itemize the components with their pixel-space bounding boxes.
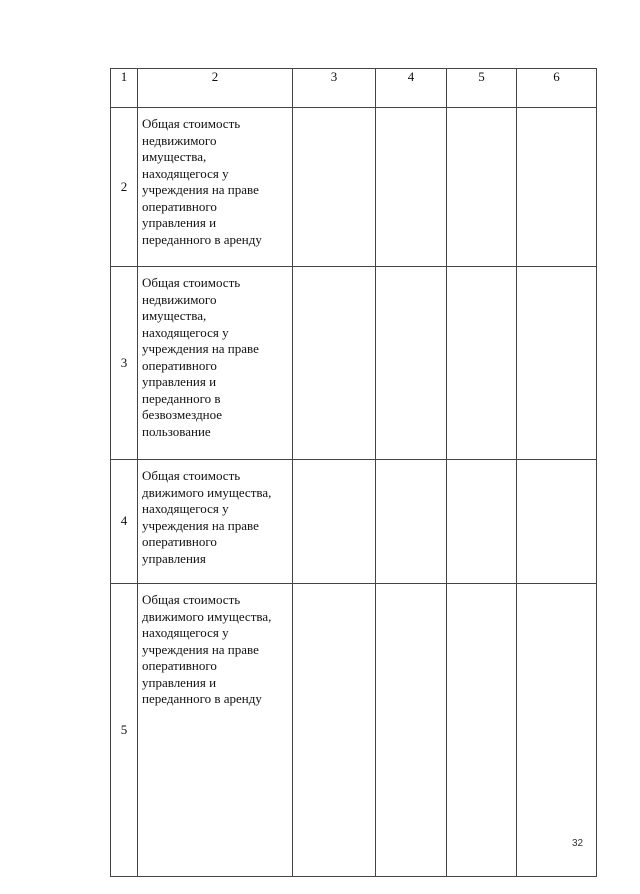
page-number: 32 [572, 838, 584, 849]
row-description-text: Общая стоимость движимого имущества, находящегося у учреждения на праве оперативного управления [142, 468, 272, 566]
empty-cell [293, 460, 376, 584]
empty-cell [376, 460, 447, 584]
property-value-table [110, 68, 597, 877]
header-cell-5: 5 [447, 69, 517, 108]
empty-cell [447, 584, 517, 877]
empty-cell [376, 108, 447, 267]
table-row [111, 584, 597, 877]
header-cell-2: 2 [138, 69, 293, 108]
empty-cell [293, 584, 376, 877]
row-number: 4 [111, 460, 138, 584]
row-description-text: Общая стоимость недвижимого имущества, находящегося у учреждения на праве оперативного управления и переданного в аренду [142, 116, 262, 247]
empty-cell [517, 267, 597, 460]
row-description [138, 108, 293, 267]
table-row [111, 460, 597, 584]
empty-cell [447, 108, 517, 267]
empty-cell [517, 584, 597, 877]
header-cell-6: 6 [517, 69, 597, 108]
empty-cell [447, 460, 517, 584]
table-row [111, 267, 597, 460]
header-cell-1: 1 [111, 69, 138, 108]
empty-cell [517, 460, 597, 584]
empty-cell [376, 584, 447, 877]
empty-cell [447, 267, 517, 460]
empty-cell [293, 108, 376, 267]
header-cell-4: 4 [376, 69, 447, 108]
row-description [138, 267, 293, 460]
row-description [138, 584, 293, 877]
empty-cell [293, 267, 376, 460]
row-number: 5 [111, 584, 138, 877]
empty-cell [376, 267, 447, 460]
row-description-text: Общая стоимость недвижимого имущества, находящегося у учреждения на праве оперативного управления и переданного в безвозмездное пользование [142, 275, 259, 439]
row-number: 2 [111, 108, 138, 267]
row-number: 3 [111, 267, 138, 460]
row-description [138, 460, 293, 584]
header-cell-3: 3 [293, 69, 376, 108]
row-description-text: Общая стоимость движимого имущества, находящегося у учреждения на праве оперативного управления и переданного в аренду [142, 592, 272, 706]
empty-cell [517, 108, 597, 267]
table-row [111, 108, 597, 267]
table-header-row [111, 69, 597, 108]
